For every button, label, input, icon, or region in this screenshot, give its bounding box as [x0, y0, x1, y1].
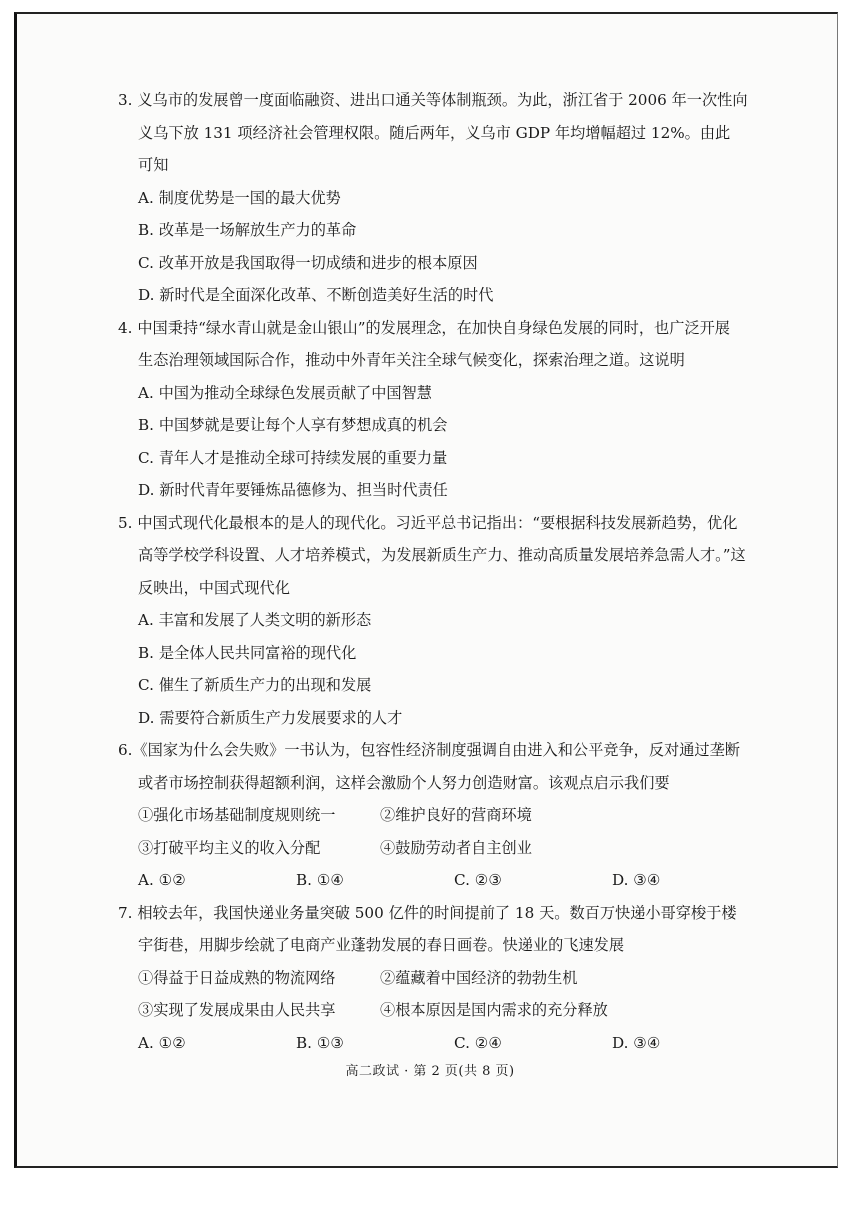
- question-6-statement-4: ④鼓励劳动者自主创业: [380, 838, 532, 857]
- question-6-statement-1: ①强化市场基础制度规则统一: [138, 806, 336, 824]
- question-5-stem-line-1: 5. 中国式现代化最根本的是人的现代化。习近平总书记指出：“要根据科技发展新趋势，优化: [118, 513, 738, 532]
- question-7-statement-4: ④根本原因是国内需求的充分释放: [380, 1001, 608, 1019]
- question-7-statements-row-2: [118, 994, 778, 1027]
- question-4: [118, 312, 778, 507]
- question-5: [118, 507, 778, 735]
- question-5-option-d: D. 需要符合新质生产力发展要求的人才: [138, 708, 403, 727]
- question-4-option-b: B. 中国梦就是要让每个人享有梦想成真的机会: [138, 416, 448, 434]
- question-7-statement-1: ①得益于日益成熟的物流网络: [138, 968, 336, 987]
- question-6-statement-2: ②维护良好的营商环境: [380, 806, 532, 824]
- question-7-choice-d: D. ③④: [612, 1033, 661, 1052]
- question-3-option-d: D. 新时代是全面深化改革、不断创造美好生活的时代: [138, 286, 494, 304]
- question-7-statements-row-1: [118, 962, 778, 995]
- question-4-stem-line-1: 4. 中国秉持“绿水青山就是金山银山”的发展理念，在加快自身绿色发展的同时，也广泛开展: [118, 318, 730, 337]
- question-6-choice-a: A. ①②: [138, 871, 186, 889]
- question-5-stem-line-3: 反映出，中国式现代化: [138, 578, 290, 597]
- question-3-stem-line-1: 3. 义乌市的发展曾一度面临融资、进出口通关等体制瓶颈。为此，浙江省于 2006 年一次性向: [118, 91, 748, 109]
- page-footer: 高二政试 · 第 2 页(共 8 页): [345, 1064, 515, 1079]
- question-6-stem-line-1: 6.《国家为什么会失败》一书认为，包容性经济制度强调自由进入和公平竞争，反对通过垄断: [118, 741, 740, 759]
- question-4-option-d: D. 新时代青年要锤炼品德修为、担当时代责任: [138, 481, 448, 499]
- question-4-option-a: A. 中国为推动全球绿色发展贡献了中国智慧: [138, 383, 432, 402]
- exam-content: [118, 84, 778, 1059]
- question-6-choice-d: D. ③④: [612, 871, 661, 889]
- question-3-stem-line-3: 可知: [138, 156, 169, 174]
- question-3-option-c: C. 改革开放是我国取得一切成绩和进步的根本原因: [138, 253, 478, 272]
- question-7: [118, 897, 778, 1060]
- question-7-statement-2: ②蕴藏着中国经济的勃勃生机: [380, 968, 578, 987]
- question-6-statements-row-1: [118, 799, 778, 832]
- question-6-choice-b: B. ①④: [296, 871, 345, 889]
- question-5-option-c: C. 催生了新质生产力的出现和发展: [138, 676, 372, 694]
- question-5-stem-line-2: 高等学校学科设置、人才培养模式，为发展新质生产力、推动高质量发展培养急需人才。”这: [138, 546, 746, 564]
- question-7-choice-b: B. ①③: [296, 1033, 345, 1052]
- question-7-stem-line-2: 宇街巷，用脚步绘就了电商产业蓬勃发展的春日画卷。快递业的飞速发展: [138, 936, 624, 954]
- question-6-statements-row-2: [118, 832, 778, 865]
- question-6-choices: [118, 864, 778, 897]
- question-3-option-a: A. 制度优势是一国的最大优势: [138, 188, 341, 207]
- question-7-choice-a: A. ①②: [138, 1033, 186, 1052]
- question-3: [118, 84, 778, 312]
- question-3-stem-line-2: 义乌下放 131 项经济社会管理权限。随后两年，义乌市 GDP 年均增幅超过 12%。由此: [138, 123, 731, 142]
- question-7-choices: [118, 1027, 778, 1060]
- question-6-choice-c: C. ②③: [454, 871, 502, 889]
- question-7-choice-c: C. ②④: [454, 1033, 502, 1052]
- question-5-option-a: A. 丰富和发展了人类文明的新形态: [138, 611, 372, 629]
- question-3-option-b: B. 改革是一场解放生产力的革命: [138, 221, 357, 239]
- question-4-option-c: C. 青年人才是推动全球可持续发展的重要力量: [138, 448, 448, 467]
- question-7-statement-3: ③实现了发展成果由人民共享: [138, 1001, 336, 1019]
- question-5-option-b: B. 是全体人民共同富裕的现代化: [138, 643, 357, 662]
- question-7-stem-line-1: 7. 相较去年，我国快递业务量突破 500 亿件的时间提前了 18 天。数百万快递小哥穿梭于楼: [118, 903, 737, 922]
- question-6-stem-line-2: 或者市场控制获得超额利润，这样会激励个人努力创造财富。该观点启示我们要: [138, 773, 670, 792]
- question-4-stem-line-2: 生态治理领域国际合作，推动中外青年关注全球气候变化，探索治理之道。这说明: [138, 351, 685, 369]
- question-6: [118, 734, 778, 897]
- question-6-statement-3: ③打破平均主义的收入分配: [138, 838, 321, 857]
